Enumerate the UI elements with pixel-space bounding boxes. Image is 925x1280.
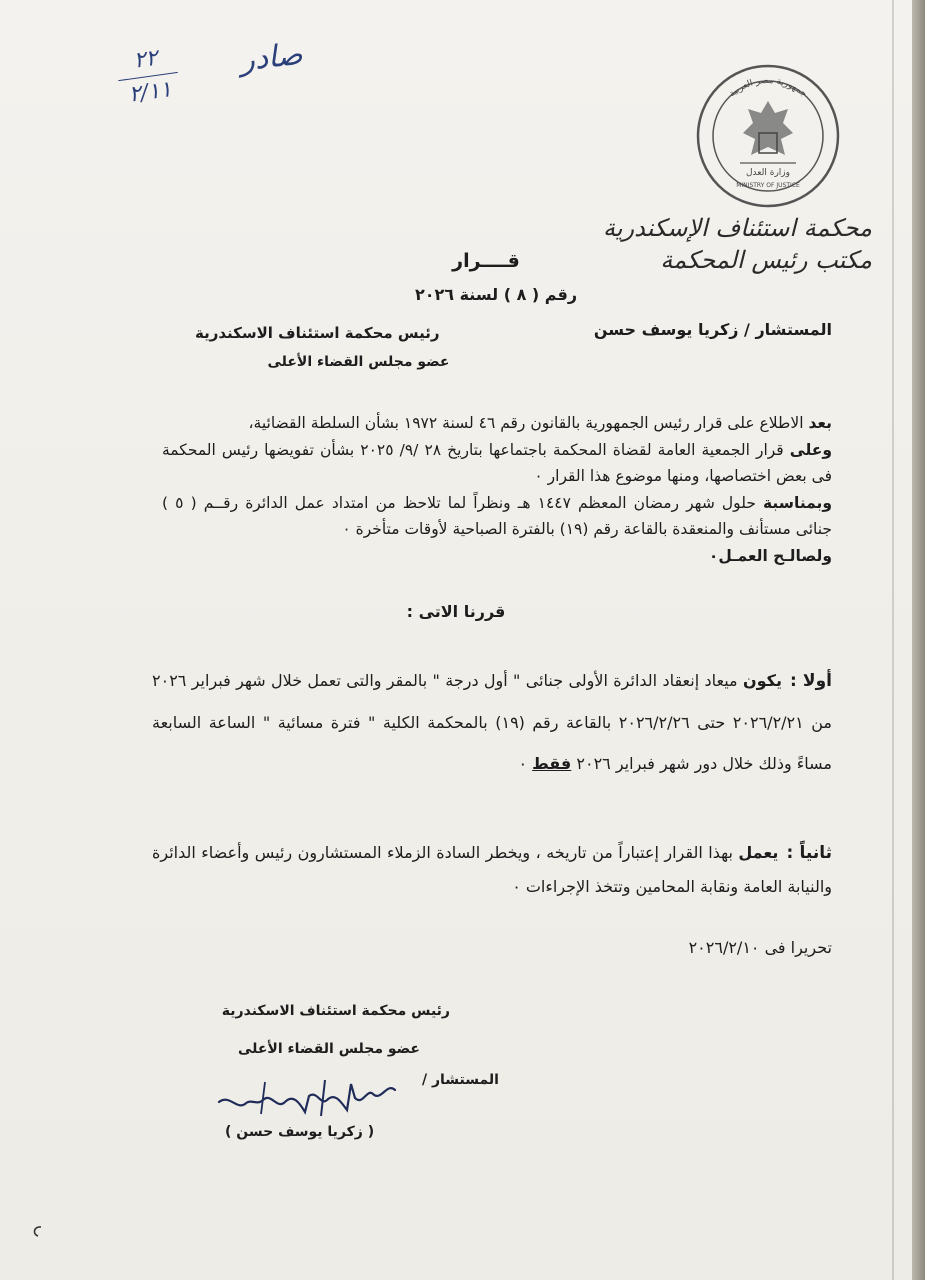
letterhead-court: محكمة استئناف الإسكندرية	[603, 214, 872, 242]
article-second	[152, 836, 832, 904]
page-shadow	[892, 0, 894, 1280]
preamble-paragraph	[162, 543, 832, 570]
preamble-paragraph	[162, 490, 832, 543]
preamble-text: الاطلاع على قرار رئيس الجمهورية بالقانون رقم ٤٦ لسنة ١٩٧٢ بشأن السلطة القضائية،	[248, 414, 809, 432]
preamble-paragraph	[162, 410, 832, 437]
seal-top-text: جمهورية مصر العربية	[727, 75, 809, 100]
preamble-text: حلول شهر رمضان المعظم ١٤٤٧ هـ ونظراً لما تلاحظ من امتداد عمل الدائرة رقــم ( ٥ ) جنائى مستأنف والمنعقدة بالقاعة رقم (١٩) بالفترة الصباحية لأوقات متأخرة ٠	[162, 493, 832, 539]
preamble-paragraph	[162, 437, 832, 490]
signature-title: المستشار /	[422, 1072, 499, 1088]
letterhead-office: مكتب رئيس المحكمة	[660, 246, 872, 275]
article-emphasis: فقط	[532, 754, 572, 773]
issuer-position: رئيس محكمة استئناف الاسكندرية	[195, 324, 440, 342]
handwritten-ref-number: ٢٢	[132, 45, 160, 74]
corner-mark-icon	[30, 1224, 44, 1238]
decided-heading: قررنا الاتى :	[406, 602, 506, 621]
decision-number: رقم ( ٨ ) لسنة ٢٠٢٦	[414, 285, 578, 304]
issuer-title-name: المستشار / زكريا يوسف حسن	[593, 320, 832, 339]
article-label: ثانياً :	[786, 843, 832, 863]
decision-title: قــــرار	[452, 250, 520, 272]
signature-membership: عضو مجلس القضاء الأعلى	[237, 1041, 420, 1057]
svg-text:جمهورية مصر العربية	[727, 76, 808, 100]
page-edge	[912, 0, 925, 1280]
seal-ministry-ar: وزارة العدل	[746, 168, 790, 178]
seal-ministry-en: MINISTRY OF JUSTICE	[736, 182, 800, 189]
signature-position: رئيس محكمة استئناف الاسكندرية	[221, 1003, 450, 1019]
preamble	[162, 410, 832, 570]
issue-date: تحريرا فى ٢٠٢٦/٢/١٠	[688, 938, 832, 957]
article-tail: ٠	[518, 754, 533, 773]
ministry-seal-icon	[695, 63, 841, 209]
preamble-lead: وعلى	[789, 440, 832, 459]
handwritten-signature-icon	[205, 1072, 405, 1124]
article-text: بهذا القرار إعتباراً من تاريخه ، ويخطر السادة الزملاء المستشارون رئيس وأعضاء الدائرة والنيابة العامة ونقابة المحامين وتتخذ الإجراءات ٠	[152, 843, 832, 896]
preamble-lead: بعد	[808, 414, 832, 432]
handwritten-outgoing-note: صادر	[238, 36, 305, 79]
article-lead: يعمل	[738, 843, 779, 862]
preamble-lead: ولصالـح العمـل٠	[708, 546, 832, 565]
preamble-text: قرار الجمعية العامة لقضاة المحكمة باجتماعها بتاريخ ٢٨ /٩/ ٢٠٢٥ بشأن تفويضها رئيس المحكمة فى بعض اختصاصها، ومنها موضوع هذا القرار ٠	[162, 440, 832, 486]
article-text: ميعاد إنعقاد الدائرة الأولى جنائى " أول درجة " بالمقر والتى تعمل خلال شهر فبراير ٢٠٢٦ من ٢٠٢٦/٢/٢١ حتى ٢٠٢٦/٢/٢٦ بالقاعة رقم (١٩) بالمحكمة الكلية " فترة مسائية " الساعة السابعة مساءً وذلك خلال دور شهر فبراير ٢٠٢٦	[152, 671, 832, 773]
signature-name: ( زكريا يوسف حسن )	[225, 1124, 375, 1140]
handwritten-reference	[114, 42, 182, 110]
issuer-membership: عضو مجلس القضاء الأعلى	[267, 354, 450, 370]
article-lead: يكون	[742, 671, 782, 690]
handwritten-ref-date: ٢/١١	[127, 76, 174, 108]
article-first	[152, 660, 832, 784]
article-label: أولا :	[789, 671, 832, 691]
signature-block	[190, 1003, 450, 1057]
preamble-lead: وبمناسبة	[763, 493, 832, 512]
issuer-position-block	[195, 318, 450, 376]
